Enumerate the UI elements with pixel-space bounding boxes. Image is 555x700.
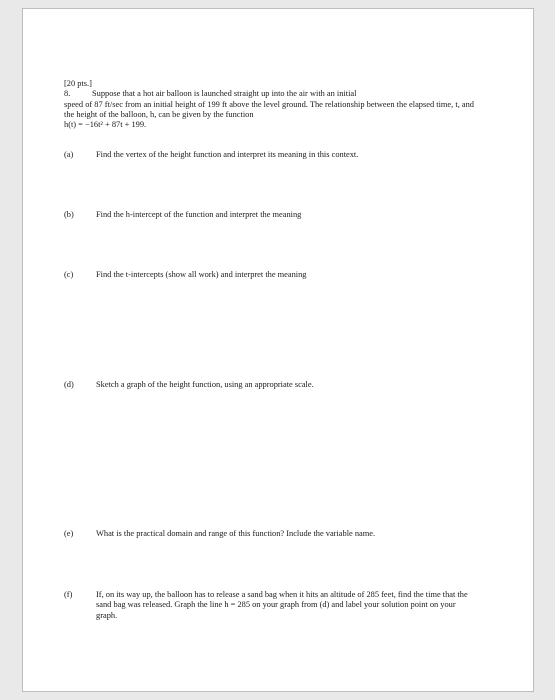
part-d-label: (d) — [64, 380, 74, 389]
part-f — [64, 590, 474, 621]
part-f-question: If, on its way up, the balloon has to release a sand bag when it hits an altitude of 285 feet, find the time that the sand bag was released. Graph the line h = 285 on your graph from (d) and label your solution point on your graph. — [96, 590, 468, 620]
part-c-question: Find the t-intercepts (show all work) and interpret the meaning — [96, 270, 307, 279]
part-a-label: (a) — [64, 150, 74, 159]
part-e-question: What is the practical domain and range of this function? Include the variable name. — [96, 529, 376, 538]
problem-intro-text: speed of 87 ft/sec from an initial height of 199 ft above the level ground. The relationship between the elapsed time, t, and the height of the balloon, h, can be given by the function — [64, 99, 474, 119]
part-c — [64, 270, 474, 280]
points-label: [20 pts.] — [64, 79, 92, 88]
part-b — [64, 210, 474, 220]
problem-number: 8. — [64, 89, 71, 99]
part-b-label: (b) — [64, 210, 74, 219]
part-f-label: (f) — [64, 590, 73, 599]
problem-intro-line1: Suppose that a hot air balloon is launched straight up into the air with an initial — [92, 89, 357, 99]
problem-intro-first-line — [64, 89, 474, 99]
problem-header — [64, 79, 474, 130]
part-d-question: Sketch a graph of the height function, using an appropriate scale. — [96, 380, 314, 389]
part-b-question: Find the h-intercept of the function and interpret the meaning — [96, 210, 302, 219]
height-function: h(t) = −16t² + 87t + 199. — [64, 120, 147, 130]
part-e — [64, 529, 474, 539]
part-a-question: Find the vertex of the height function and interpret its meaning in this context. — [96, 150, 359, 159]
part-c-label: (c) — [64, 270, 74, 279]
part-d — [64, 380, 474, 390]
part-a — [64, 150, 474, 160]
part-e-label: (e) — [64, 529, 74, 538]
